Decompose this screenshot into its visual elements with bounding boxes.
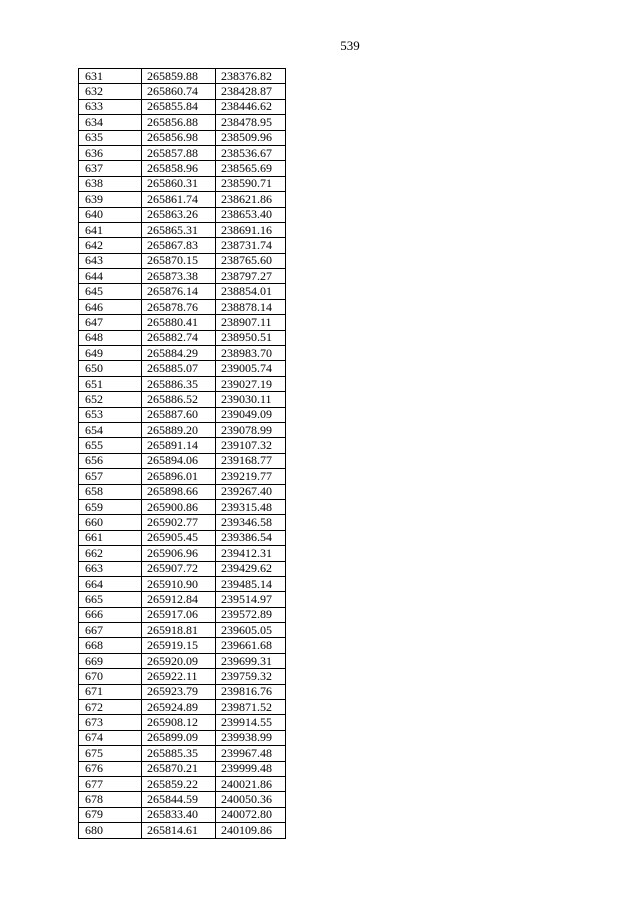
x-coordinate-cell: 265860.74 xyxy=(142,84,216,99)
point-number-cell: 674 xyxy=(79,730,142,745)
y-coordinate-cell: 238983.70 xyxy=(216,346,286,361)
y-coordinate-cell: 238691.16 xyxy=(216,222,286,237)
point-number-cell: 659 xyxy=(79,499,142,514)
y-coordinate-cell: 239219.77 xyxy=(216,469,286,484)
point-number-cell: 680 xyxy=(79,823,142,838)
table-row xyxy=(79,299,286,314)
point-number-cell: 633 xyxy=(79,99,142,114)
x-coordinate-cell: 265917.06 xyxy=(142,607,216,622)
y-coordinate-cell: 238878.14 xyxy=(216,299,286,314)
table-row xyxy=(79,530,286,545)
table-row xyxy=(79,746,286,761)
x-coordinate-cell: 265844.59 xyxy=(142,792,216,807)
y-coordinate-cell: 239661.68 xyxy=(216,638,286,653)
table-row xyxy=(79,623,286,638)
point-number-cell: 675 xyxy=(79,746,142,761)
point-number-cell: 649 xyxy=(79,346,142,361)
x-coordinate-cell: 265907.72 xyxy=(142,561,216,576)
y-coordinate-cell: 239267.40 xyxy=(216,484,286,499)
x-coordinate-cell: 265905.45 xyxy=(142,530,216,545)
y-coordinate-cell: 238428.87 xyxy=(216,84,286,99)
table-row xyxy=(79,438,286,453)
x-coordinate-cell: 265896.01 xyxy=(142,469,216,484)
y-coordinate-cell: 238765.60 xyxy=(216,253,286,268)
y-coordinate-cell: 239816.76 xyxy=(216,684,286,699)
y-coordinate-cell: 239078.99 xyxy=(216,422,286,437)
point-number-cell: 644 xyxy=(79,269,142,284)
point-number-cell: 664 xyxy=(79,576,142,591)
y-coordinate-cell: 239412.31 xyxy=(216,546,286,561)
table-row xyxy=(79,638,286,653)
x-coordinate-cell: 265861.74 xyxy=(142,192,216,207)
y-coordinate-cell: 239759.32 xyxy=(216,669,286,684)
y-coordinate-cell: 238536.67 xyxy=(216,145,286,160)
y-coordinate-cell: 239346.58 xyxy=(216,515,286,530)
point-number-cell: 667 xyxy=(79,623,142,638)
y-coordinate-cell: 239315.48 xyxy=(216,499,286,514)
point-number-cell: 677 xyxy=(79,776,142,791)
y-coordinate-cell: 239871.52 xyxy=(216,700,286,715)
point-number-cell: 663 xyxy=(79,561,142,576)
table-row xyxy=(79,422,286,437)
point-number-cell: 673 xyxy=(79,715,142,730)
x-coordinate-cell: 265860.31 xyxy=(142,176,216,191)
x-coordinate-cell: 265856.98 xyxy=(142,130,216,145)
table-row xyxy=(79,392,286,407)
table-row xyxy=(79,376,286,391)
table-row xyxy=(79,238,286,253)
x-coordinate-cell: 265924.89 xyxy=(142,700,216,715)
y-coordinate-cell: 238565.69 xyxy=(216,161,286,176)
x-coordinate-cell: 265900.86 xyxy=(142,499,216,514)
table-row xyxy=(79,576,286,591)
x-coordinate-cell: 265912.84 xyxy=(142,592,216,607)
table-row xyxy=(79,346,286,361)
table-row xyxy=(79,684,286,699)
x-coordinate-cell: 265859.22 xyxy=(142,776,216,791)
point-number-cell: 641 xyxy=(79,222,142,237)
point-number-cell: 640 xyxy=(79,207,142,222)
y-coordinate-cell: 239514.97 xyxy=(216,592,286,607)
point-number-cell: 653 xyxy=(79,407,142,422)
table-row xyxy=(79,145,286,160)
x-coordinate-cell: 265923.79 xyxy=(142,684,216,699)
y-coordinate-cell: 238509.96 xyxy=(216,130,286,145)
y-coordinate-cell: 239030.11 xyxy=(216,392,286,407)
x-coordinate-cell: 265855.84 xyxy=(142,99,216,114)
x-coordinate-cell: 265857.88 xyxy=(142,145,216,160)
point-number-cell: 676 xyxy=(79,761,142,776)
point-number-cell: 648 xyxy=(79,330,142,345)
table-row xyxy=(79,361,286,376)
y-coordinate-cell: 238854.01 xyxy=(216,284,286,299)
x-coordinate-cell: 265885.35 xyxy=(142,746,216,761)
point-number-cell: 645 xyxy=(79,284,142,299)
coordinates-table-body xyxy=(79,69,286,839)
y-coordinate-cell: 240109.86 xyxy=(216,823,286,838)
x-coordinate-cell: 265886.35 xyxy=(142,376,216,391)
point-number-cell: 636 xyxy=(79,145,142,160)
y-coordinate-cell: 238797.27 xyxy=(216,269,286,284)
x-coordinate-cell: 265918.81 xyxy=(142,623,216,638)
point-number-cell: 658 xyxy=(79,484,142,499)
table-row xyxy=(79,700,286,715)
table-row xyxy=(79,176,286,191)
table-row xyxy=(79,207,286,222)
point-number-cell: 637 xyxy=(79,161,142,176)
y-coordinate-cell: 238621.86 xyxy=(216,192,286,207)
x-coordinate-cell: 265878.76 xyxy=(142,299,216,314)
x-coordinate-cell: 265891.14 xyxy=(142,438,216,453)
point-number-cell: 668 xyxy=(79,638,142,653)
y-coordinate-cell: 239386.54 xyxy=(216,530,286,545)
table-row xyxy=(79,776,286,791)
table-row xyxy=(79,330,286,345)
point-number-cell: 651 xyxy=(79,376,142,391)
table-row xyxy=(79,669,286,684)
point-number-cell: 656 xyxy=(79,453,142,468)
point-number-cell: 650 xyxy=(79,361,142,376)
table-row xyxy=(79,561,286,576)
x-coordinate-cell: 265833.40 xyxy=(142,807,216,822)
point-number-cell: 660 xyxy=(79,515,142,530)
point-number-cell: 638 xyxy=(79,176,142,191)
point-number-cell: 654 xyxy=(79,422,142,437)
y-coordinate-cell: 239485.14 xyxy=(216,576,286,591)
x-coordinate-cell: 265887.60 xyxy=(142,407,216,422)
point-number-cell: 635 xyxy=(79,130,142,145)
point-number-cell: 631 xyxy=(79,69,142,84)
x-coordinate-cell: 265870.15 xyxy=(142,253,216,268)
point-number-cell: 665 xyxy=(79,592,142,607)
point-number-cell: 678 xyxy=(79,792,142,807)
y-coordinate-cell: 238907.11 xyxy=(216,315,286,330)
y-coordinate-cell: 239699.31 xyxy=(216,653,286,668)
table-row xyxy=(79,269,286,284)
table-row xyxy=(79,469,286,484)
x-coordinate-cell: 265886.52 xyxy=(142,392,216,407)
table-row xyxy=(79,807,286,822)
y-coordinate-cell: 240050.36 xyxy=(216,792,286,807)
x-coordinate-cell: 265858.96 xyxy=(142,161,216,176)
y-coordinate-cell: 238478.95 xyxy=(216,115,286,130)
x-coordinate-cell: 265880.41 xyxy=(142,315,216,330)
point-number-cell: 655 xyxy=(79,438,142,453)
coordinates-table xyxy=(78,68,286,839)
x-coordinate-cell: 265873.38 xyxy=(142,269,216,284)
y-coordinate-cell: 239049.09 xyxy=(216,407,286,422)
x-coordinate-cell: 265814.61 xyxy=(142,823,216,838)
table-row xyxy=(79,546,286,561)
point-number-cell: 670 xyxy=(79,669,142,684)
x-coordinate-cell: 265885.07 xyxy=(142,361,216,376)
y-coordinate-cell: 239914.55 xyxy=(216,715,286,730)
x-coordinate-cell: 265894.06 xyxy=(142,453,216,468)
y-coordinate-cell: 238731.74 xyxy=(216,238,286,253)
y-coordinate-cell: 239938.99 xyxy=(216,730,286,745)
point-number-cell: 666 xyxy=(79,607,142,622)
table-row xyxy=(79,161,286,176)
point-number-cell: 679 xyxy=(79,807,142,822)
table-row xyxy=(79,253,286,268)
y-coordinate-cell: 239572.89 xyxy=(216,607,286,622)
y-coordinate-cell: 238590.71 xyxy=(216,176,286,191)
x-coordinate-cell: 265876.14 xyxy=(142,284,216,299)
y-coordinate-cell: 239967.48 xyxy=(216,746,286,761)
point-number-cell: 634 xyxy=(79,115,142,130)
point-number-cell: 639 xyxy=(79,192,142,207)
table-row xyxy=(79,792,286,807)
y-coordinate-cell: 239429.62 xyxy=(216,561,286,576)
point-number-cell: 647 xyxy=(79,315,142,330)
y-coordinate-cell: 240072.80 xyxy=(216,807,286,822)
x-coordinate-cell: 265919.15 xyxy=(142,638,216,653)
table-row xyxy=(79,453,286,468)
point-number-cell: 657 xyxy=(79,469,142,484)
x-coordinate-cell: 265910.90 xyxy=(142,576,216,591)
point-number-cell: 671 xyxy=(79,684,142,699)
x-coordinate-cell: 265870.21 xyxy=(142,761,216,776)
y-coordinate-cell: 239999.48 xyxy=(216,761,286,776)
table-row xyxy=(79,222,286,237)
point-number-cell: 662 xyxy=(79,546,142,561)
table-row xyxy=(79,84,286,99)
table-row xyxy=(79,499,286,514)
x-coordinate-cell: 265867.83 xyxy=(142,238,216,253)
y-coordinate-cell: 238376.82 xyxy=(216,69,286,84)
table-row xyxy=(79,761,286,776)
y-coordinate-cell: 239605.05 xyxy=(216,623,286,638)
table-row xyxy=(79,315,286,330)
point-number-cell: 661 xyxy=(79,530,142,545)
page-number: 539 xyxy=(340,38,360,53)
y-coordinate-cell: 239107.32 xyxy=(216,438,286,453)
x-coordinate-cell: 265902.77 xyxy=(142,515,216,530)
x-coordinate-cell: 265908.12 xyxy=(142,715,216,730)
table-row xyxy=(79,515,286,530)
x-coordinate-cell: 265882.74 xyxy=(142,330,216,345)
table-row xyxy=(79,715,286,730)
x-coordinate-cell: 265856.88 xyxy=(142,115,216,130)
x-coordinate-cell: 265863.26 xyxy=(142,207,216,222)
y-coordinate-cell: 239005.74 xyxy=(216,361,286,376)
table-row xyxy=(79,284,286,299)
x-coordinate-cell: 265898.66 xyxy=(142,484,216,499)
y-coordinate-cell: 240021.86 xyxy=(216,776,286,791)
table-row xyxy=(79,115,286,130)
y-coordinate-cell: 238653.40 xyxy=(216,207,286,222)
x-coordinate-cell: 265859.88 xyxy=(142,69,216,84)
table-row xyxy=(79,407,286,422)
x-coordinate-cell: 265922.11 xyxy=(142,669,216,684)
table-row xyxy=(79,607,286,622)
y-coordinate-cell: 238950.51 xyxy=(216,330,286,345)
table-row xyxy=(79,730,286,745)
table-row xyxy=(79,484,286,499)
table-row xyxy=(79,592,286,607)
table-row xyxy=(79,130,286,145)
x-coordinate-cell: 265899.09 xyxy=(142,730,216,745)
x-coordinate-cell: 265906.96 xyxy=(142,546,216,561)
point-number-cell: 632 xyxy=(79,84,142,99)
table-row xyxy=(79,653,286,668)
x-coordinate-cell: 265889.20 xyxy=(142,422,216,437)
point-number-cell: 643 xyxy=(79,253,142,268)
point-number-cell: 646 xyxy=(79,299,142,314)
point-number-cell: 642 xyxy=(79,238,142,253)
point-number-cell: 652 xyxy=(79,392,142,407)
x-coordinate-cell: 265865.31 xyxy=(142,222,216,237)
y-coordinate-cell: 239027.19 xyxy=(216,376,286,391)
x-coordinate-cell: 265884.29 xyxy=(142,346,216,361)
table-row xyxy=(79,192,286,207)
x-coordinate-cell: 265920.09 xyxy=(142,653,216,668)
point-number-cell: 669 xyxy=(79,653,142,668)
point-number-cell: 672 xyxy=(79,700,142,715)
table-row xyxy=(79,823,286,838)
y-coordinate-cell: 238446.62 xyxy=(216,99,286,114)
table-row xyxy=(79,99,286,114)
table-row xyxy=(79,69,286,84)
y-coordinate-cell: 239168.77 xyxy=(216,453,286,468)
